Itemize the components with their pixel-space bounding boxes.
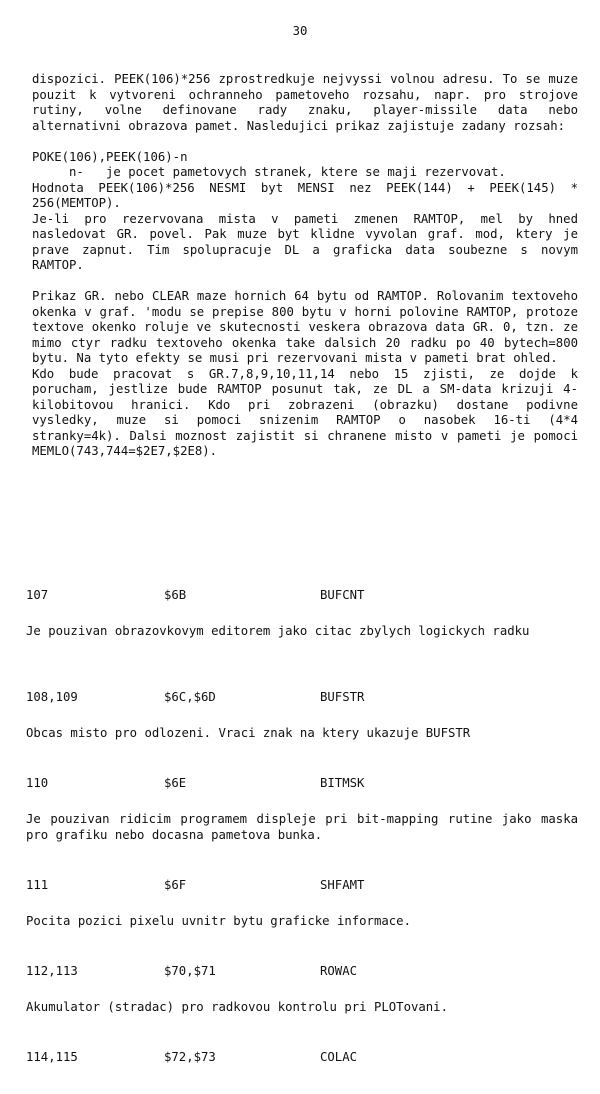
entry-decimal: 108,109	[26, 690, 78, 704]
entry-decimal: 112,113	[26, 964, 78, 978]
entry-header	[26, 1050, 578, 1066]
entry-description: Akumulator (stradac) pro radkovou kontrolu pri PLOTovani.	[26, 1000, 448, 1014]
entry-description: Pocita pozici pixelu uvnitr bytu graficke informace.	[26, 914, 411, 928]
entry-label: BUFSTR	[320, 690, 365, 704]
entry-hex: $6C,$6D	[164, 690, 216, 704]
entry-description: Obcas misto pro odlozeni. Vraci znak na ktery ukazuje BUFSTR	[26, 726, 471, 740]
paragraph-gr-clear: Prikaz GR. nebo CLEAR maze hornich 64 bytu od RAMTOP. Rolovanim textoveho okenka v graf. 'modu se prepise 800 bytu v horni polovine RAMTOP, protoze textove okenko roluje ve skutecnosti veskera obrazova data GR. 0, tzn. ze mimo ctyr radku textoveho okenka take dalsich 20 radku po 40 bytech=800 bytu. Na tyto efekty se musi pri rezervovani mista v pameti brat ohled.	[32, 289, 578, 365]
entry-label: ROWAC	[320, 964, 358, 978]
entry-hex: $6E	[164, 776, 187, 790]
entry-header	[26, 690, 578, 706]
memory-entry-107	[26, 588, 578, 640]
memory-entry-110	[26, 776, 578, 843]
page-number: 30	[292, 24, 308, 38]
entry-header	[26, 878, 578, 894]
entry-label: BITMSK	[320, 776, 365, 790]
entry-decimal: 107	[26, 588, 49, 602]
intro-text	[32, 72, 578, 460]
paragraph-kdo-bude: Kdo bude pracovat s GR.7,8,9,10,11,14 nebo 15 zjisti, ze dojde k porucham, jestlize bude RAMTOP posunut tak, ze DL a SM-data krizuji 4-kilobitovou hranici. Kdo pri zobrazeni (obrazku) dostane podivne vysledky, muze si pomoci snizenim RAMTOP o nasobek 16-ti (4*4 stranky=4k). Dalsi moznost zajistit si chranene misto v pameti je pomoci MEMLO(743,744=$2E7,$2E8).	[32, 366, 578, 458]
entry-description: Je pouzivan obrazovkovym editorem jako citac zbylych logickych radku	[26, 624, 530, 638]
entry-hex: $6F	[164, 878, 187, 892]
entry-hex: $6B	[164, 588, 187, 602]
memory-entry-112	[26, 964, 578, 1016]
paragraph-peek-adresa: dispozici. PEEK(106)*256 zprostredkuje nejvyssi volnou adresu. To se muze pouzit k vytvoreni ochranneho pametoveho rozsahu, napr. pro strojove rutiny, volne definovane rady znaku, player-missile data nebo alternativni obrazova pamet. Nasledujici prikaz zajistuje zadany rozsah:	[32, 72, 578, 133]
entry-hex: $70,$71	[164, 964, 216, 978]
paragraph-hodnota: Hodnota PEEK(106)*256 NESMI byt MENSI nez PEEK(144) + PEEK(145) * 256(MEMTOP).	[32, 180, 578, 210]
entry-label: SHFAMT	[320, 878, 365, 892]
memory-entry-114	[26, 1050, 578, 1066]
memory-entry-108	[26, 690, 578, 742]
entry-header	[26, 588, 578, 604]
entry-description: Je pouzivan ridicim programem displeje pri bit-mapping rutine jako maska pro grafiku nebo docasna pametova bunka.	[26, 812, 578, 842]
paragraph-ramtop: Je-li pro rezervovana mista v pameti zmenen RAMTOP, mel by hned nasledovat GR. povel. Pak muze byt klidne vyvolan graf. mod, ktery je prave zapnut. Tim spolupracuje DL a graficka data soubezne s novym RAMTOP.	[32, 211, 578, 272]
entry-hex: $72,$73	[164, 1050, 216, 1064]
entry-decimal: 114,115	[26, 1050, 78, 1064]
poke-parameter-note: n- je pocet pametovych stranek, ktere se maji rezervovat.	[32, 165, 506, 179]
entry-label: COLAC	[320, 1050, 358, 1064]
entry-decimal: 110	[26, 776, 49, 790]
entry-label: BUFCNT	[320, 588, 365, 602]
entry-header	[26, 776, 578, 792]
entry-decimal: 111	[26, 878, 49, 892]
memory-entry-111	[26, 878, 578, 930]
poke-command: POKE(106),PEEK(106)-n	[32, 149, 188, 164]
entry-header	[26, 964, 578, 980]
